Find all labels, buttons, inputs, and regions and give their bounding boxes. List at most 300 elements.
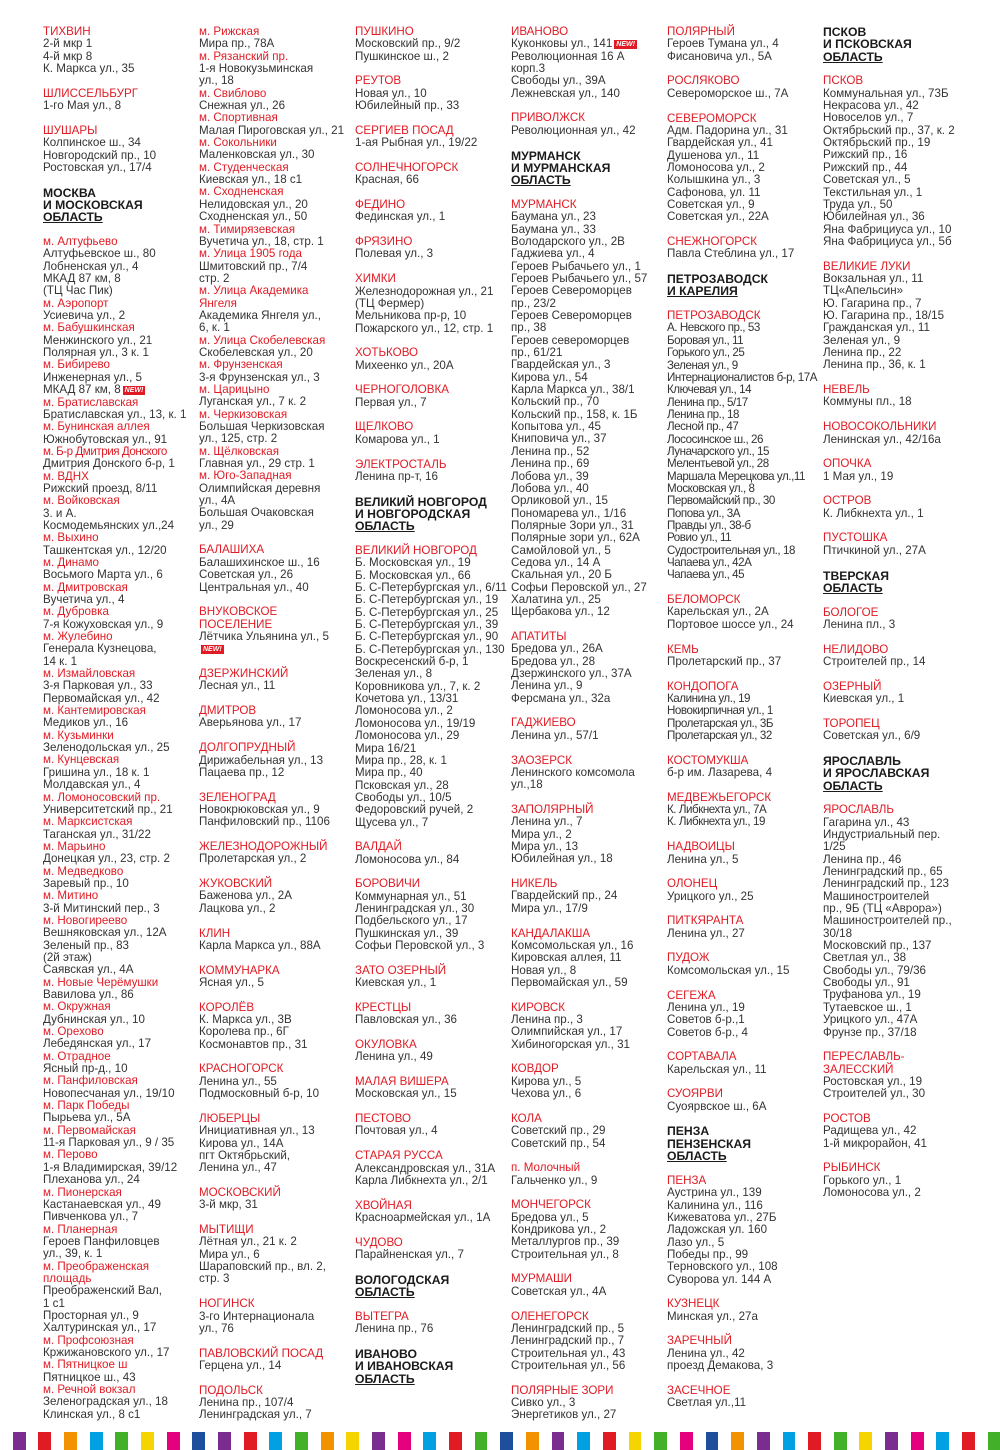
address-text: Мельникова пр-р, 10 xyxy=(355,309,467,323)
city-name[interactable]: ВЫТЕГРА xyxy=(355,1309,409,1323)
address-line: ул., 39, к. 1 xyxy=(43,1247,103,1261)
metro-station[interactable]: м. Черкизовская xyxy=(199,407,288,421)
city-name[interactable]: ЗАРЕЧНЫЙ xyxy=(667,1334,732,1348)
metro-station[interactable]: м. Бунинская аллея xyxy=(43,420,150,434)
address-text: Полярные зори ул., 62А xyxy=(511,531,640,545)
city-name[interactable]: НЕЛИДОВО xyxy=(823,642,889,656)
city-section xyxy=(355,384,507,409)
region-title-line: ОБЛАСТЬ xyxy=(667,1149,727,1164)
address-text: Б. С-Петербургская ул., 25 xyxy=(355,605,499,619)
region-title-line: И ЯРОСЛАВСКАЯ xyxy=(823,766,930,781)
address-text: Новгородский пр., 10 xyxy=(43,148,157,162)
city-name[interactable]: ВЕЛИКИЙ НОВГОРОД xyxy=(355,544,477,557)
city-name[interactable]: ВЕЛИКИЕ ЛУКИ xyxy=(823,259,911,273)
metro-station[interactable]: м. Щёлковская xyxy=(199,444,280,458)
address-text: Строительная ул., 56 xyxy=(511,1358,626,1372)
metro-station[interactable]: м. Марксистская xyxy=(43,815,133,829)
city-name[interactable]: БЕЛОМОРСК xyxy=(667,593,741,607)
city-name[interactable]: МУРМАНСК xyxy=(511,197,577,211)
stripe-segment xyxy=(26,1432,39,1450)
metro-station[interactable]: м. ВДНХ xyxy=(43,469,89,483)
region-title-line: МУРМАНСК xyxy=(511,148,581,163)
city-name[interactable]: ШУШАРЫ xyxy=(43,123,98,137)
city-name[interactable]: КОММУНАРКА xyxy=(199,963,280,977)
address-text: Героев североморцев xyxy=(511,333,630,347)
address-text: Юбилейная ул., 36 xyxy=(823,210,925,224)
city-name[interactable]: КАНДАЛАКША xyxy=(511,926,591,940)
metro-station[interactable]: м. Кунцевская xyxy=(43,753,120,767)
address-line xyxy=(823,236,973,248)
city-name[interactable]: ЭЛЕКТРОСТАЛЬ xyxy=(355,457,447,471)
city-name[interactable]: ШЛИССЕЛЬБУРГ xyxy=(43,86,138,100)
city-name[interactable]: ПЕНЗА xyxy=(667,1173,707,1187)
region-title-line: ЯРОСЛАВЛЬ xyxy=(823,753,901,768)
address-line: Лобненская ул., 4 xyxy=(43,259,139,273)
metro-station[interactable]: м. Сходненская xyxy=(199,185,284,199)
city-name[interactable]: МЕДВЕЖЬЕГОРСК xyxy=(667,790,772,804)
metro-station[interactable]: м. Новые Черёмушки xyxy=(43,975,159,989)
address-line xyxy=(355,323,507,335)
address-text: Балашихинское ш., 16 xyxy=(199,555,320,569)
address-text: Урицкого ул., 25 xyxy=(667,889,754,903)
city-name[interactable]: ОКУЛОВКА xyxy=(355,1037,417,1051)
city-name[interactable]: СЕГЕЖА xyxy=(667,988,716,1002)
city-name[interactable]: ЩЕЛКОВО xyxy=(355,420,414,434)
city-name[interactable]: ПСКОВ xyxy=(823,74,864,88)
city-name[interactable]: ДМИТРОВ xyxy=(199,704,257,718)
city-name[interactable]: КРЕСТЦЫ xyxy=(355,1000,412,1014)
city-name[interactable]: СОЛНЕЧНОГОРСК xyxy=(355,160,459,174)
city-name[interactable]: ПЕРЕСЛАВЛЬ- xyxy=(823,1050,905,1064)
stripe-segment xyxy=(590,1432,603,1450)
region-title-line: И МОСКОВСКАЯ xyxy=(43,197,143,212)
address-line: ул., 29 xyxy=(199,518,234,532)
address-line xyxy=(667,248,819,260)
address-text: Центральная ул., 40 xyxy=(199,580,309,594)
city-name[interactable]: ЖЕЛЕЗНОДОРОЖНЫЙ xyxy=(199,840,328,854)
address-text: Дирижабельная ул., 13 xyxy=(199,753,324,767)
address-line xyxy=(355,211,507,223)
city-name[interactable]: ЯРОСЛАВЛЬ xyxy=(823,803,895,817)
city-name[interactable]: ПОЛЯРНЫЕ ЗОРИ xyxy=(511,1383,614,1397)
city-name[interactable]: ПОЛЯРНЫЙ xyxy=(667,25,735,38)
metro-station[interactable]: м. Улица Академика xyxy=(199,284,309,298)
address-text: Адм. Падорина ул., 31 xyxy=(667,123,788,137)
city-name[interactable]: КОНДОПОГА xyxy=(667,679,739,693)
city-name[interactable]: СЕВЕРОМОРСК xyxy=(667,111,757,125)
address-text: Б. С-Петербургская ул., 6/11 xyxy=(355,581,507,595)
stripe-segment xyxy=(629,1432,642,1450)
metro-station[interactable]: м. Рязанский пр. xyxy=(199,49,289,63)
metro-station[interactable]: Янгеля xyxy=(199,296,237,310)
address-text: Павла Стеблина ул., 17 xyxy=(667,247,795,261)
city-name[interactable]: ПУШКИНО xyxy=(355,25,414,38)
metro-station[interactable]: м. Дмитровская xyxy=(43,580,128,594)
city-name[interactable]: НОВОСОКОЛЬНИКИ xyxy=(823,420,937,434)
address-line: Первомайская ул., 42 xyxy=(43,691,160,705)
city-name[interactable]: ОСТРОВ xyxy=(823,494,872,508)
region-heading xyxy=(823,26,973,63)
city-name[interactable]: ЧУДОВО xyxy=(355,1235,403,1249)
city-section xyxy=(43,88,195,113)
city-name[interactable]: ЧЕРНОГОЛОВКА xyxy=(355,383,449,397)
metro-station[interactable]: м. Марьино xyxy=(43,839,106,853)
stripe-segment xyxy=(321,1432,334,1450)
city-name[interactable]: ЗАСЕЧНОЕ xyxy=(667,1383,731,1397)
address-line: Донецкая ул., 23, стр. 2 xyxy=(43,852,170,866)
address-text: Зеленая ул., 9 xyxy=(823,333,901,347)
address-line xyxy=(43,384,195,396)
city-section xyxy=(511,878,663,915)
city-name[interactable]: ОЛОНЕЦ xyxy=(667,877,718,891)
address-line: Преображенский Вал, xyxy=(43,1284,163,1298)
address-line: Алтуфьевское ш., 80 xyxy=(43,247,156,261)
address-text: Коровникова ул., 7, к. 2 xyxy=(355,679,481,693)
city-name[interactable]: НОГИНСК xyxy=(199,1297,255,1311)
city-name[interactable]: КОСТОМУКША xyxy=(667,753,749,767)
address-text: Пономарева ул., 1/16 xyxy=(511,506,627,520)
metro-station[interactable]: м. Кантемировская xyxy=(43,704,146,718)
address-text: 4-й мкр 8 xyxy=(43,49,93,63)
address-text: Б. С-Петербургская ул., 39 xyxy=(355,618,499,632)
metro-station[interactable]: м. Ломоносовский пр. xyxy=(43,790,161,804)
stripe-segment xyxy=(718,1432,731,1450)
address-text: Ленина пр., 76 xyxy=(355,1322,434,1336)
metro-station[interactable]: м. Юго-Западная xyxy=(199,469,292,483)
metro-station[interactable]: м. Бабушкинская xyxy=(43,321,135,335)
address-line xyxy=(43,100,195,112)
metro-station[interactable]: м. Измайловская xyxy=(43,667,136,681)
address-text: Лобова ул., 39 xyxy=(511,469,589,483)
address-text: Коммуны пл., 18 xyxy=(823,395,912,409)
city-name[interactable]: МУРМАШИ xyxy=(511,1272,572,1286)
city-name[interactable]: НИКЕЛЬ xyxy=(511,877,558,891)
stripe-segment xyxy=(257,1432,270,1450)
metro-station[interactable]: м. Войковская xyxy=(43,494,120,508)
city-name[interactable]: ОЗЕРНЫЙ xyxy=(823,679,882,693)
address-text: Ленина пл., 3 xyxy=(823,617,896,631)
metro-station[interactable]: м. Парк Победы xyxy=(43,1099,130,1113)
address-text: Горького ул., 1 xyxy=(823,1173,902,1187)
address-text: Гвардейская ул., 41 xyxy=(667,136,773,150)
address-text: Фрунзе пр., 37/18 xyxy=(823,1025,917,1039)
city-name[interactable]: ИВАНОВО xyxy=(511,25,569,38)
address-text: Советская ул., 4А xyxy=(511,1284,607,1298)
address-text: Пролетарский пр., 37 xyxy=(667,654,782,668)
address-text: Красная, 66 xyxy=(355,173,419,187)
region-heading xyxy=(667,1125,819,1162)
city-name[interactable]: ПОДОЛЬСК xyxy=(199,1383,263,1397)
metro-station[interactable]: м. Царицыно xyxy=(199,382,270,396)
city-name[interactable]: ЖУКОВСКИЙ xyxy=(199,877,273,891)
metro-station[interactable]: м. Орехово xyxy=(43,1025,104,1039)
metro-station[interactable]: м. Рижская xyxy=(199,25,260,38)
metro-station[interactable]: м. Новогиреево xyxy=(43,913,128,927)
city-name[interactable]: ФРЯЗИНО xyxy=(355,235,413,249)
city-name[interactable]: НАДВОИЦЫ xyxy=(667,840,735,854)
city-name[interactable]: АПАТИТЫ xyxy=(511,630,567,644)
stripe-segment xyxy=(411,1432,424,1450)
city-name[interactable]: РОСТОВ xyxy=(823,1112,871,1125)
city-name[interactable]: ПЕТРОЗАВОДСК xyxy=(667,309,761,323)
address-line xyxy=(199,1039,351,1051)
address-text: Б. Московская ул., 66 xyxy=(355,568,471,582)
metro-station[interactable]: площадь xyxy=(43,1271,92,1285)
city-name[interactable]: ПУДОЖ xyxy=(667,951,710,965)
address-text: Ленинградский пр., 7 xyxy=(511,1334,625,1348)
address-text: Инициативная ул., 13 xyxy=(199,1124,315,1138)
metro-station[interactable]: м. Панфиловская xyxy=(43,1074,138,1088)
city-name[interactable]: МОСКОВСКИЙ xyxy=(199,1185,281,1199)
address-text: Московский пр., 9/2 xyxy=(355,37,461,51)
city-name[interactable]: ЗАОЗЕРСК xyxy=(511,753,572,767)
city-name[interactable]: КОРОЛЁВ xyxy=(199,1000,255,1014)
address-text: Строительная ул., 8 xyxy=(511,1247,619,1261)
city-name[interactable]: ХИМКИ xyxy=(355,272,396,286)
city-name[interactable]: ЗАПОЛЯРНЫЙ xyxy=(511,802,594,816)
address-text: Мира ул., 17/9 xyxy=(511,901,588,915)
metro-station[interactable]: м. Динамо xyxy=(43,555,100,569)
address-text: Скальная ул., 20 Б xyxy=(511,568,612,582)
stripe-segment xyxy=(808,1432,821,1450)
city-name[interactable]: п. Молочный xyxy=(511,1161,581,1175)
address-text: Ленинградская ул., 30 xyxy=(355,902,475,916)
metro-station[interactable]: м. Планерная xyxy=(43,1222,118,1236)
metro-station[interactable]: м. Улица 1905 года xyxy=(199,247,302,261)
address-text: Кирова ул., 54 xyxy=(511,370,588,384)
city-section xyxy=(667,952,819,977)
city-section xyxy=(355,75,507,112)
address-line: 1-я Владимирская, 39/12 xyxy=(43,1160,178,1174)
metro-station[interactable]: м. Свиблово xyxy=(199,86,267,100)
stripe-segment xyxy=(449,1432,462,1450)
city-name[interactable]: ЗАТО ОЗЕРНЫЙ xyxy=(355,963,447,977)
city-section xyxy=(667,792,819,829)
city-name[interactable]: КУЗНЕЦК xyxy=(667,1297,720,1311)
address-text: Герцена ул., 14 xyxy=(199,1358,282,1372)
city-section xyxy=(199,1187,351,1212)
metro-station[interactable]: м. Отрадное xyxy=(43,1049,111,1063)
city-name[interactable]: БАЛАШИХА xyxy=(199,543,265,557)
address-text: Колышкина ул., 3 xyxy=(667,173,761,187)
address-line xyxy=(355,1212,507,1224)
stripe-segment xyxy=(564,1432,577,1450)
city-name[interactable]: ЗЕЛЕНОГРАД xyxy=(199,790,276,804)
metro-station[interactable]: м. Речной вокзал xyxy=(43,1383,136,1396)
region-title-line: ВОЛОГОДСКАЯ xyxy=(355,1272,450,1287)
address-line xyxy=(667,1101,819,1113)
address-line xyxy=(355,854,507,866)
city-name[interactable]: ОЛЕНЕГОРСК xyxy=(511,1309,589,1323)
address-text: Железнодорожная ул., 21 xyxy=(355,284,494,298)
city-name[interactable]: ДОЛГОПРУДНЫЙ xyxy=(199,741,296,755)
stripe-segment xyxy=(847,1432,860,1450)
stripe-segment xyxy=(115,1432,128,1450)
city-name[interactable]: СЕРГИЕВ ПОСАД xyxy=(355,123,454,137)
address-line xyxy=(355,1088,507,1100)
address-text: Ломоносова ул., 19/19 xyxy=(355,716,476,730)
address-text: Революционная 16 А xyxy=(511,49,625,63)
address-text: Тутаевское ш., 1 xyxy=(823,1000,912,1014)
metro-station[interactable]: м. Фрунзенская xyxy=(199,358,283,372)
address-text: Володарского ул., 2В xyxy=(511,234,625,248)
address-line xyxy=(43,162,195,174)
address-line xyxy=(199,816,351,828)
address-line xyxy=(511,1088,663,1100)
stripe-segment xyxy=(0,1432,13,1450)
city-name[interactable]: ВНУКОВСКОЕ xyxy=(199,605,278,619)
city-name[interactable]: БОРОВИЧИ xyxy=(355,877,421,891)
address-text: А. Невского пр., 53 xyxy=(667,321,760,335)
address-line xyxy=(355,977,507,989)
region-title-line: ОБЛАСТЬ xyxy=(823,49,883,64)
city-section xyxy=(511,1002,663,1051)
address-text: Кольский пр., 70 xyxy=(511,395,600,409)
city-name[interactable]: ХОТЬКОВО xyxy=(355,346,419,360)
city-name[interactable]: РЕУТОВ xyxy=(355,74,402,88)
metro-station[interactable]: м. Сокольники xyxy=(199,136,277,150)
address-line xyxy=(199,631,351,643)
city-name[interactable]: ДЗЕРЖИНСКИЙ xyxy=(199,667,289,681)
city-name[interactable]: МАЛАЯ ВИШЕРА xyxy=(355,1075,449,1089)
city-name[interactable]: ПЕСТОВО xyxy=(355,1112,411,1126)
address-text: Ладожская ул. 160 xyxy=(667,1223,768,1237)
city-section xyxy=(667,1051,819,1076)
address-text: 1 Мая ул., 19 xyxy=(823,469,894,483)
city-name[interactable]: БОЛОГОЕ xyxy=(823,605,879,619)
address-text: Калинина ул., 19 xyxy=(667,691,751,705)
city-name[interactable]: КЛИН xyxy=(199,926,231,940)
metro-station[interactable]: м. Б-р Дмитрия Донского xyxy=(43,444,167,458)
city-name[interactable]: СОРТАВАЛА xyxy=(667,1050,737,1064)
city-name[interactable]: КЕМЬ xyxy=(667,642,699,656)
city-name[interactable]: ХВОЙНАЯ xyxy=(355,1198,412,1212)
metro-station[interactable]: м. Кузьминки xyxy=(43,728,114,742)
metro-station[interactable]: м. Митино xyxy=(43,889,99,903)
address-text: Терновского ул., 108 xyxy=(667,1260,778,1274)
stripe-segment xyxy=(526,1432,539,1450)
city-name[interactable]: МЫТИЩИ xyxy=(199,1223,254,1237)
address-text: Чапаева ул., 45 xyxy=(667,568,745,582)
metro-station[interactable]: м. Тимирязевская xyxy=(199,222,296,236)
city-name-line-2[interactable]: ЗАЛЕССКИЙ xyxy=(823,1062,894,1076)
city-section xyxy=(511,755,663,792)
city-section xyxy=(667,681,819,743)
address-line xyxy=(511,606,663,618)
metro-station[interactable]: м. Перово xyxy=(43,1148,98,1162)
city-name[interactable]: КОЛА xyxy=(511,1111,542,1125)
address-text: Строительная ул., 43 xyxy=(511,1346,626,1360)
address-text: К. Маркса ул., 3В xyxy=(199,1013,292,1027)
city-section xyxy=(667,1298,819,1323)
address-line xyxy=(667,656,819,668)
stripe-segment xyxy=(936,1432,949,1450)
address-text: пр., 38 xyxy=(511,321,547,335)
address-text: Мира ул., 13 xyxy=(511,840,579,854)
city-name[interactable]: МОНЧЕГОРСК xyxy=(511,1198,591,1212)
metro-station[interactable]: м. Первомайская xyxy=(43,1123,136,1137)
address-line xyxy=(667,928,819,940)
stripe-segment xyxy=(731,1432,744,1450)
metro-station[interactable]: м. Преображенская xyxy=(43,1259,150,1273)
city-name[interactable]: НЕВЕЛЬ xyxy=(823,383,870,397)
city-name[interactable]: ПУСТОШКА xyxy=(823,531,888,545)
metro-station[interactable]: м. Профсоюзная xyxy=(43,1333,134,1347)
address-line xyxy=(511,1138,663,1150)
address-line xyxy=(823,693,973,705)
metro-station[interactable]: м. Алтуфьево xyxy=(43,235,118,249)
stripe-segment xyxy=(436,1432,449,1450)
address-text: Новокирпичная ул., 1 xyxy=(667,704,773,718)
address-text: Пролетарская ул., 2 xyxy=(199,852,307,866)
metro-station[interactable]: м. Студенческая xyxy=(199,160,289,174)
city-name-line-2[interactable]: ПОСЕЛЕНИЕ xyxy=(199,617,273,631)
address-text: Юбилейная ул., 18 xyxy=(511,852,613,866)
city-name[interactable]: КРАСНОГОРСК xyxy=(199,1062,284,1076)
metro-station[interactable]: м. Жулебино xyxy=(43,630,113,644)
address-text: Советский пр., 54 xyxy=(511,1136,606,1150)
city-section xyxy=(823,75,973,248)
city-name[interactable]: КОВДОР xyxy=(511,1062,559,1076)
metro-station[interactable]: м. Спортивная xyxy=(199,111,278,125)
city-section xyxy=(823,644,973,669)
city-name[interactable]: ПИТКЯРАНТА xyxy=(667,914,744,928)
metro-station[interactable]: м. Пионерская xyxy=(43,1185,122,1199)
address-text: Суоярвское ш., 6А xyxy=(667,1099,767,1113)
city-name[interactable]: СНЕЖНОГОРСК xyxy=(667,234,757,248)
city-name[interactable]: ПАВЛОВСКИЙ ПОСАД xyxy=(199,1346,324,1360)
metro-station[interactable]: м. Выхино xyxy=(43,531,99,545)
city-name[interactable]: ГАДЖИЕВО xyxy=(511,716,576,730)
stripe-segment xyxy=(180,1432,193,1450)
address-line xyxy=(667,1311,819,1323)
city-name[interactable]: СТАРАЯ РУССА xyxy=(355,1149,443,1163)
city-section xyxy=(511,112,663,137)
metro-station[interactable]: м. Бибирево xyxy=(43,358,110,372)
city-name[interactable]: РОСЛЯКОВО xyxy=(667,74,740,88)
city-name[interactable]: ТИХВИН xyxy=(43,25,91,38)
city-name[interactable]: РЫБИНСК xyxy=(823,1161,881,1175)
city-name[interactable]: ПРИВОЛЖСК xyxy=(511,111,585,125)
metro-station[interactable]: м. Медведково xyxy=(43,864,124,878)
metro-station[interactable]: м. Окружная xyxy=(43,1000,111,1014)
metro-station[interactable]: м. Аэропорт xyxy=(43,296,109,310)
city-name[interactable]: ТОРОПЕЦ xyxy=(823,716,880,730)
stripe-segment xyxy=(949,1432,962,1450)
city-name[interactable]: ОПОЧКА xyxy=(823,457,872,471)
city-section xyxy=(355,1076,507,1101)
city-name[interactable]: ЛЮБЕРЦЫ xyxy=(199,1111,261,1125)
city-name[interactable]: ФЕДИНО xyxy=(355,198,406,211)
address-text: Карельская ул., 2А xyxy=(667,605,769,619)
address-text: Ленина ул., 47 xyxy=(199,1161,277,1175)
metro-station[interactable]: м. Улица Скобелевская xyxy=(199,333,326,347)
metro-station[interactable]: м. Братиславская xyxy=(43,395,139,409)
address-text: Машиностроителей xyxy=(823,889,930,903)
city-name[interactable]: КИРОВСК xyxy=(511,1000,566,1014)
address-line xyxy=(667,51,819,63)
metro-station[interactable]: м. Дубровка xyxy=(43,605,109,619)
address-text: Бредова ул., 28 xyxy=(511,654,596,668)
city-name[interactable]: ВАЛДАЙ xyxy=(355,840,402,854)
address-text: Советов б-р., 4 xyxy=(667,1025,748,1039)
address-text: Рижский пр., 44 xyxy=(823,160,908,174)
address-text: Энергетиков ул., 27 xyxy=(511,1408,617,1422)
address-line xyxy=(199,717,351,729)
metro-station[interactable]: м. Пятницкое ш xyxy=(43,1358,128,1372)
city-name[interactable]: СУОЯРВИ xyxy=(667,1087,723,1101)
address-text: Советская ул., 5 xyxy=(823,173,911,187)
